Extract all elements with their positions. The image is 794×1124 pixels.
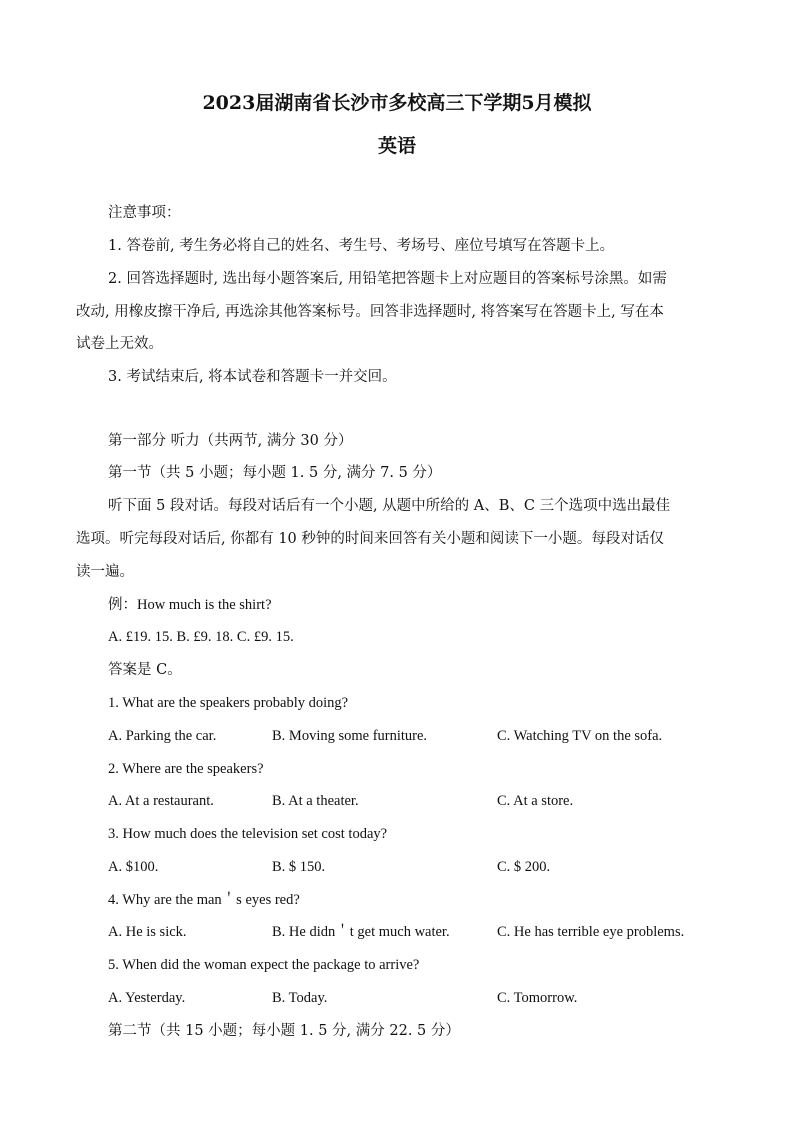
question-5-option-c: C. Tomorrow. — [497, 990, 578, 1006]
question-5-option-a: A. Yesterday. — [108, 990, 186, 1006]
notice-item-2-line-3: 试卷上无效。 — [76, 336, 163, 352]
part-1-heading: 第一部分 听力（共两节, 满分 30 分） — [108, 433, 353, 449]
example-answer: 答案是 C。 — [108, 662, 182, 678]
notice-item-2-line-1: 2. 回答选择题时, 选出每小题答案后, 用铅笔把答题卡上对应题目的答案标号涂黑。如需 — [108, 271, 667, 287]
question-3-option-c: C. $ 200. — [497, 859, 551, 875]
question-2: 2. Where are the speakers? — [108, 761, 264, 777]
question-2-option-a: A. At a restaurant. — [108, 793, 214, 809]
question-4-option-c: C. He has terrible eye problems. — [497, 924, 685, 940]
question-1: 1. What are the speakers probably doing? — [108, 695, 349, 711]
section-1-heading: 第一节（共 5 小题；每小题 1. 5 分, 满分 7. 5 分） — [108, 465, 442, 481]
notice-heading: 注意事项： — [108, 205, 181, 221]
question-4-option-b: B. He didn＇t get much water. — [272, 924, 450, 940]
question-3-option-a: A. $100. — [108, 859, 159, 875]
instruction-line-2: 选项。听完每段对话后, 你都有 10 秒钟的时间来回答有关小题和阅读下一小题。每段对话仅 — [76, 531, 664, 547]
notice-item-3: 3. 考试结束后, 将本试卷和答题卡一并交回。 — [108, 369, 397, 385]
question-5-option-b: B. Today. — [272, 990, 328, 1006]
question-4: 4. Why are the man＇s eyes red? — [108, 892, 300, 908]
question-4-option-a: A. He is sick. — [108, 924, 187, 940]
example-options: A. £19. 15. B. £9. 18. C. £9. 15. — [108, 629, 294, 645]
section-2-heading: 第二节（共 15 小题；每小题 1. 5 分, 满分 22. 5 分） — [108, 1023, 460, 1039]
question-3-option-b: B. $ 150. — [272, 859, 326, 875]
instruction-line-3: 读一遍。 — [76, 564, 134, 580]
exam-subject: 英语 — [377, 135, 416, 157]
question-1-option-b: B. Moving some furniture. — [272, 728, 428, 744]
question-5: 5. When did the woman expect the package to arrive? — [108, 957, 420, 973]
notice-item-2-line-2: 改动, 用橡皮擦干净后, 再选涂其他答案标号。回答非选择题时, 将答案写在答题卡上, 写在本 — [76, 304, 664, 320]
question-3: 3. How much does the television set cost today? — [108, 826, 388, 842]
exam-title: 2023届湖南省长沙市多校高三下学期5月模拟 — [202, 92, 592, 114]
question-1-option-c: C. Watching TV on the sofa. — [497, 728, 663, 744]
example-question: 例：How much is the shirt? — [108, 597, 272, 613]
instruction-line-1: 听下面 5 段对话。每段对话后有一个小题, 从题中所给的 A、B、C 三个选项中选出最佳 — [108, 498, 671, 514]
notice-item-1: 1. 答卷前, 考生务必将自己的姓名、考生号、考场号、座位号填写在答题卡上。 — [108, 238, 615, 254]
question-2-option-b: B. At a theater. — [272, 793, 359, 809]
question-2-option-c: C. At a store. — [497, 793, 574, 809]
question-1-option-a: A. Parking the car. — [108, 728, 217, 744]
